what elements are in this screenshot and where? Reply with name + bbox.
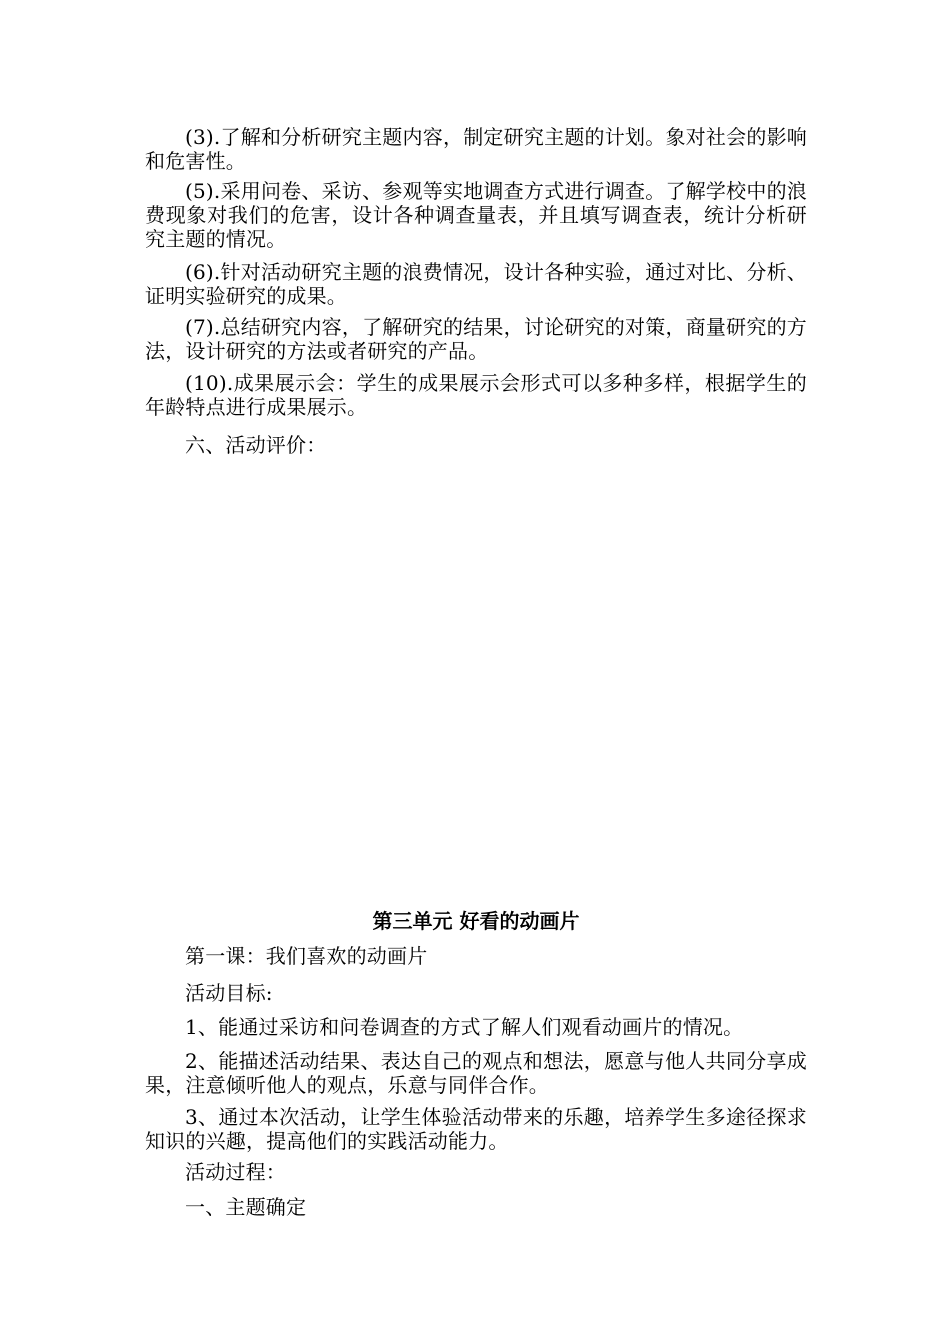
goal-item-2: 2、能描述活动结果、表达自己的观点和想法，愿意与他人共同分享成果，注意倾听他人的观点，乐意与同伴合作。 [145, 1049, 807, 1097]
paragraph-step-3: (3).了解和分析研究主题内容，制定研究主题的计划。象对社会的影响和危害性。 [145, 125, 807, 173]
paragraph-step-7: (7).总结研究内容，了解研究的结果，讨论研究的对策，商量研究的方法，设计研究的方法或者研究的产品。 [145, 315, 807, 363]
unit-title: 第三单元 好看的动画片 [372, 909, 580, 933]
heading-activity-goals: 活动目标: [185, 981, 273, 1005]
paragraph-step-6: (6).针对活动研究主题的浪费情况，设计各种实验，通过对比、分析、证明实验研究的成果。 [145, 260, 807, 308]
process-step-1: 一、主题确定 [185, 1195, 307, 1219]
goal-item-3: 3、通过本次活动，让学生体验活动带来的乐趣，培养学生多途径探求知识的兴趣，提高他们的实践活动能力。 [145, 1105, 807, 1153]
heading-activity-process: 活动过程： [185, 1160, 286, 1184]
paragraph-step-10: (10).成果展示会：学生的成果展示会形式可以多种多样，根据学生的年龄特点进行成果展示。 [145, 371, 807, 419]
goal-item-1: 1、能通过采访和问卷调查的方式了解人们观看动画片的情况。 [185, 1015, 744, 1039]
lesson-title: 第一课：我们喜欢的动画片 [185, 944, 428, 968]
heading-activity-evaluation: 六、活动评价： [185, 433, 327, 457]
paragraph-step-5: (5).采用问卷、采访、参观等实地调查方式进行调查。了解学校中的浪费现象对我们的危害，设计各种调查量表，并且填写调查表，统计分析研究主题的情况。 [145, 179, 807, 251]
